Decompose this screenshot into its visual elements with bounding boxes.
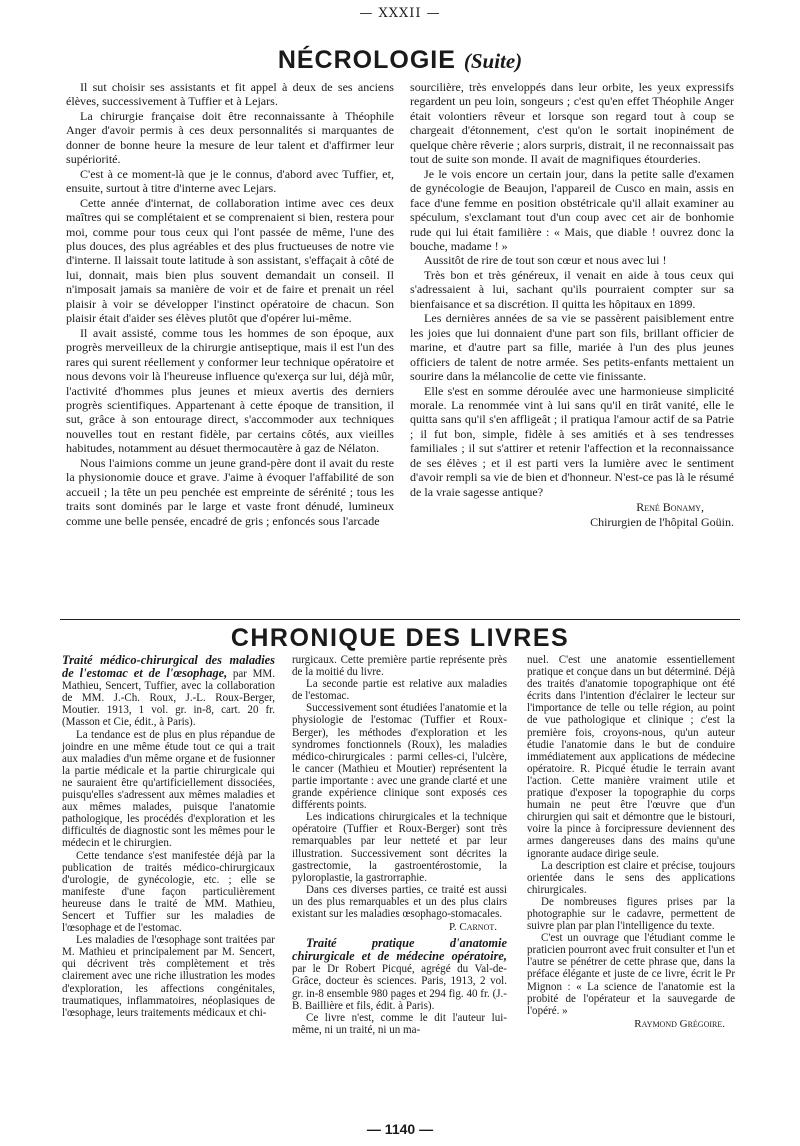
paragraph: Les maladies de l'œsophage sont traitées par M. Mathieu et principalement par M. Sencert, qui décrivent très complètement et très clairement avec une riche illustration les modes d'exploration, les affections congénitales, traumatiques, inflammatoires, néoplasiques de l'œsophage, leurs traitements médicaux et chi- — [62, 934, 275, 1019]
section-divider — [60, 619, 740, 620]
necrologie-column-left — [66, 80, 394, 528]
page-number: — 1140 — — [366, 1121, 434, 1137]
paragraph: C'est à ce moment-là que je le connus, d'abord avec Tuffier, et, ensuite, surtout à titre d'interne avec Lejars. — [66, 166, 394, 196]
signature — [410, 500, 734, 530]
necrologie-title — [0, 46, 800, 75]
paragraph: Il avait assisté, comme tous les hommes de son époque, aux progrès merveilleux de la chirurgie antiseptique, mais il est l'un des rares qui surent réellement y conformer leur technique opératoire et nous devons voir là l'heureuse influence qu'exerça sur lui, déjà mûr, l'activité d'hommes plus jeunes et mieux avertis des derniers progrès scientifiques. Appartenant à cette époque de transition, il sut, grâce à son entourage direct, s'accommoder aux techniques nouvelles tout en restant fidèle, par certains côtés, aux vieilles habitudes, notamment au désuet thermocautère à gaz de Nélaton. — [66, 325, 394, 456]
review-author: Raymond Grégoire. — [634, 1017, 725, 1030]
paragraph: Ce livre n'est, comme le dit l'auteur lui-même, ni un traité, ni un ma- — [292, 1011, 507, 1036]
paragraph: Dans ces diverses parties, ce traité est aussi un des plus remarquables et un des plus clairs existant sur les maladies œsophago-stomacales. — [292, 883, 507, 920]
book-reference: par MM. Mathieu, Sencert, Tuffier, avec la collaboration de MM. J.-Ch. Roux, J.-L. Roux-Berger, Moutier. 1913, 1 vol. gr. in-8, cart. 20 fr. (Masson et Cie, édit., à Paris). — [62, 668, 275, 729]
necrologie-column-right — [410, 80, 734, 530]
signature-role: Chirurgien de l'hôpital Goüin. — [590, 515, 734, 530]
paragraph: rurgicaux. Cette première partie représente près de la moitié du livre. — [292, 654, 507, 679]
paragraph: La tendance est de plus en plus répandue de joindre en une même étude tout ce qui a trait aux maladies d'un même organe et de fusionner la partie médicale et la partie chirurgicale qui ne sauraient être qu'artificiellement dissociées, puisqu'elles s'adressent aux mêmes maladies et aux mêmes malades, puisque l'anatomie pathologique, les procédés d'exploration et les difficultés de diagnostic sont les mêmes pour le médecin et le chirurgien. — [62, 728, 275, 850]
signature-name: René Bonamy, — [636, 500, 704, 515]
paragraph: La seconde partie est relative aux maladies de l'estomac. — [292, 678, 507, 703]
paragraph: La chirurgie française doit être reconnaissante à Théophile Anger d'avoir permis à ces deux personnalités si marquantes de donner de bonne heure la mesure de leur talent et d'affirmer leur supériorité. — [66, 108, 394, 167]
necrologie-heading: NÉCROLOGIE — [277, 46, 456, 74]
chronique-column-3 — [527, 654, 735, 1030]
paragraph: La description est claire et précise, toujours orientée dans le sens des applications chirurgicales. — [527, 859, 735, 896]
paragraph: Il sut choisir ses assistants et fit appel à deux de ses anciens élèves, successivement à Tuffier et à Lejars. — [66, 80, 394, 109]
book-entry-2 — [292, 937, 507, 1012]
paragraph: sourcilière, très enveloppés dans leur orbite, les yeux expressifs regardent un peu loin, songeurs ; c'est qu'en effet Théophile Anger était volontiers rêveur et lorsque son regard tout à coup se chargeait d'étonnement, c'est qu'on le sortait inopinément de quelque chère rêverie ; alors surpris, distrait, il ne reconnaissait pas tout de suite son monde. Il avait de magnifiques étourderies. — [410, 80, 734, 167]
paragraph: Nous l'aimions comme un jeune grand-père dont il avait du reste la physionomie douce et grave. J'aime à évoquer l'affabilité de son accueil ; la tête un peu penchée est empreinte de sérénité ; tous les traits sont dominés par le large et vaste front dénudé, lumineux comme une belle pensée, encadré de gris ; enfoncés sous l'arcade — [66, 455, 394, 528]
book-title: Traité médico-chirurgical des maladies de l'estomac et de l'œsophage, — [62, 653, 275, 681]
chronique-title: CHRONIQUE DES LIVRES — [230, 624, 570, 652]
page-header-roman: — XXXII — — [359, 6, 441, 21]
paragraph: Les dernières années de sa vie se passèrent paisiblement entre les joies que lui donnaient d'une part son fils, brillant officier de marine, et d'autre part sa fille, mariée à l'un des plus jeunes officiers de talent de notre armée. Ses petits-enfants mettaient un sourire dans la mélancolie de cette vie finissante. — [410, 311, 734, 384]
paragraph: C'est un ouvrage que l'étudiant comme le praticien pourront avec fruit consulter et l'un et l'autre se pénétrer de cette phrase que, dans la préface élégante et juste de ce livre, écrit le Pr Mignon : « La science de l'anatomie est la probité de l'opérateur et la sauvegarde de l'opéré. » — [527, 932, 735, 1017]
paragraph: De nombreuses figures prises par la photographie sur le cadavre, permettent de suivre plan par plan l'intelligence du texte. — [527, 895, 735, 933]
paragraph: Successivement sont étudiées l'anatomie et la physiologie de l'estomac (Tuffier et Roux-Berger), les méthodes d'exploration et les syndromes fonctionnels (Roux), les maladies médico-chirurgicales : parmi celles-ci, l'ulcère, le cancer (Mathieu et Moutier) représentent la partie importante : avec une grande clarté et une grande expérience clinique sont exposés ces différents points. — [292, 702, 507, 812]
chronique-column-2 — [292, 654, 507, 1036]
paragraph: Elle s'est en somme déroulée avec une harmonieuse simplicité morale. La renommée vint à lui sans qu'il en tirât vanité, elle le quitta sans qu'il s'en affligeât ; il pratiqua l'amour actif de sa Patrie ; il fut bon, simple, fidèle à ses amitiés et à ses tendresses familiales ; il sut s'attirer et retenir l'affection et la reconnaissance de ses élèves ; et il est parti vers la lumière avec le sentiment d'avoir rempli sa vie de bien et d'honneur. N'est-ce pas là le résumé de la vraie sagesse antique? — [410, 383, 734, 499]
paragraph: Les indications chirurgicales et la technique opératoire (Tuffier et Roux-Berger) sont très remarquables par leur netteté et par leur illustration. Successivement sont décrites la gastrectomie, la gastroentérostomie, la pyloroplastie, la gastrorraphie. — [292, 811, 507, 884]
paragraph: Très bon et très généreux, il venait en aide à tous ceux qui s'adressaient à lui, sachant qu'ils pourraient compter sur sa bienfaisance et sa discrétion. Il quitta les hôpitaux en 1899. — [410, 267, 734, 311]
book-title: Traité pratique d'anatomie chirurgicale et de médecine opératoire, — [292, 936, 507, 964]
book-reference: par le Dr Robert Picqué, agrégé du Val-de-Grâce, docteur ès sciences. Paris, 1913, 2 vol. gr. in-8 ensemble 980 pages et 294 fig. 40 fr. (J.-B. Baillière et fils, édit. à Paris). — [292, 963, 507, 1012]
paragraph: nuel. C'est une anatomie essentiellement pratique et conçue dans un but déterminé. Déjà des traités d'anatomie topographique ont été écrits dans l'intention d'éclairer le lecteur sur l'importance de telle ou telle région, au point de vue pathologique et clinique ; c'est la première fois, croyons-nous, qu'un auteur étudie l'anatomie dans le but de conduire immédiatement aux applications de médecine opératoire. R. Picqué étudie le terrain avant l'action. Cette manière vraiment utile et pratique d'exposer la topographie du corps humain ne peut être l'œuvre que d'un chirurgien qui sait et démontre que le bistouri, voire la pince à forcipressure deviennent des armes dangereuses dans des mains qu'une ignorante audace dirige seule. — [527, 654, 735, 860]
paragraph: Cette année d'internat, de collaboration intime avec ces deux maîtres qui se complétaient et se comprenaient si bien, restera pour moi, comme pour tous ceux qui l'ont passée de même, l'une des plus douces, des plus agréables et des plus fructueuses de notre vie d'interne. Il laissait toute latitude à son assistant, s'effaçait à côté de lui, donnait, mais bien plus souvent demandait un conseil. Il n'imposait jamais sa manière de voir et de faire et prenait un réel plaisir à voir se développer l'instinct opératoire de chacun. Son plaisir était d'aider ses élèves plutôt que d'opérer lui-même. — [66, 195, 394, 326]
paragraph: Aussitôt de rire de tout son cœur et nous avec lui ! — [424, 253, 667, 268]
paragraph: Je le vois encore un certain jour, dans la petite salle d'examen de gynécologie de Beaujon, l'appareil de Cusco en main, assis en face d'une femme en position obstétricale qu'il allait examiner au spéculum, s'exclamant tout d'un coup avec cet air de bonhomie rude qui lui était familière : « Mais, que diable ! ouvrez donc la bouche, madame ! » — [410, 166, 734, 253]
paragraph: Cette tendance s'est manifestée déjà par la publication de traités médico-chirurgicaux d'urologie, de gynécologie, etc. ; elle se manifeste d'une façon particulièrement heureuse dans le traité de MM. Mathieu, Sencert et Tuffier sur les maladies de l'œsophage et de l'estomac. — [62, 849, 275, 935]
chronique-column-1 — [62, 654, 275, 1019]
review-author: P. Carnot. — [448, 921, 497, 934]
book-entry-1 — [62, 654, 275, 729]
necrologie-subtitle: (Suite) — [463, 49, 523, 73]
